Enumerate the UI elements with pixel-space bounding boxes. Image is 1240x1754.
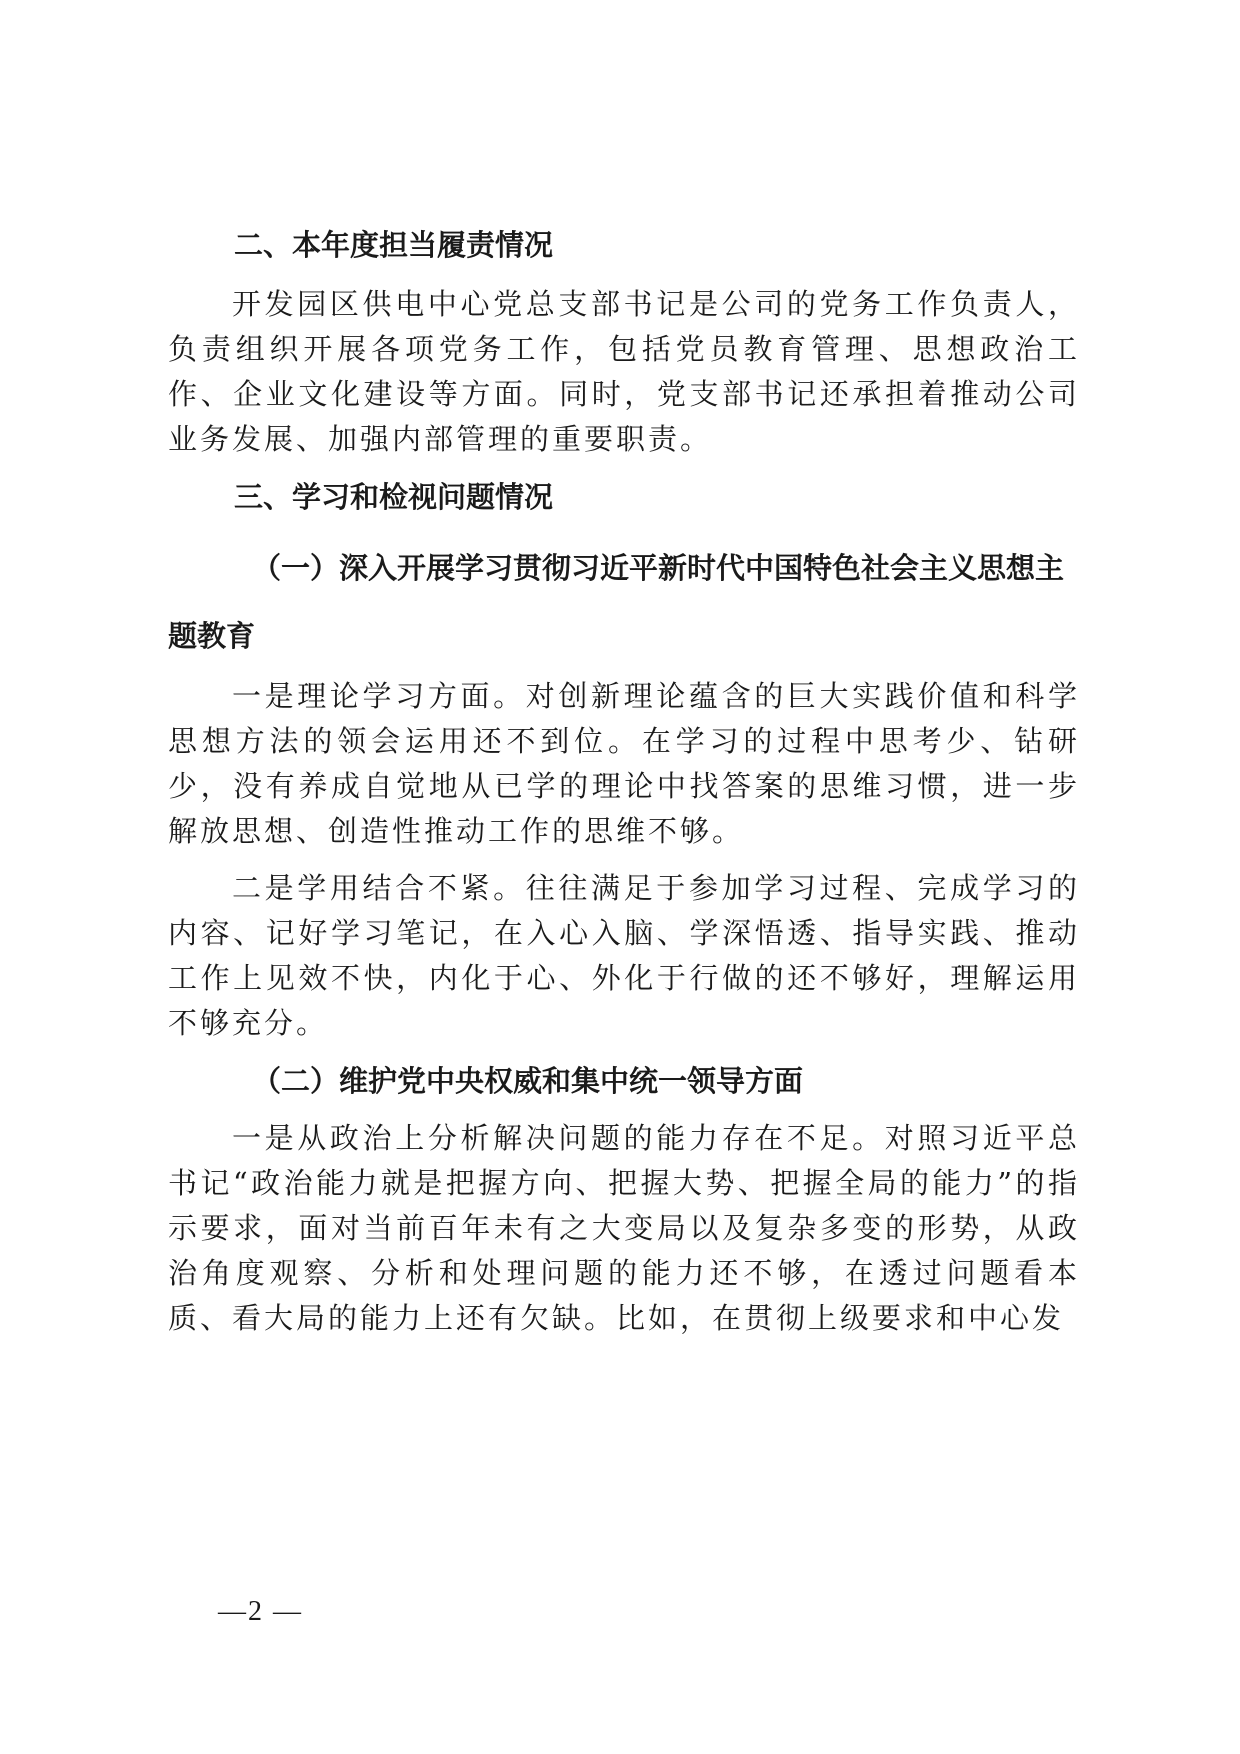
page-number: —2 — — [218, 1596, 303, 1627]
section2-paragraph: 开发园区供电中心党总支部书记是公司的党务工作负责人，负责组织开展各项党务工作，包括党员教育管理、思想政治工作、企业文化建设等方面。同时，党支部书记还承担着推动公司业务发展、加强内部管理的重要职责。 — [168, 287, 1080, 456]
subsection2-heading: （二）维护党中央权威和集中统一领导方面 — [252, 1064, 804, 1098]
section2-heading: 二、本年度担当履责情况 — [234, 228, 554, 262]
subsection1-heading: （一）深入开展学习贯彻习近平新时代中国特色社会主义思想主题教育 — [168, 551, 1065, 653]
subsection1-paragraph-2: 二是学用结合不紧。往往满足于参加学习过程、完成学习的内容、记好学习笔记，在入心入脑、学深悟透、指导实践、推动工作上见效不快，内化于心、外化于行做的还不够好，理解运用不够充分。 — [168, 871, 1080, 1040]
subsection2-paragraph-1: 一是从政治上分析解决问题的能力存在不足。对照习近平总书记“政治能力就是把握方向、把握大势、把握全局的能力”的指示要求，面对当前百年未有之大变局以及复杂多变的形势，从政治角度观察、分析和处理问题的能力还不够，在透过问题看本质、看大局的能力上还有欠缺。比如，在贯彻上级要求和中心发 — [168, 1121, 1080, 1335]
section3-heading: 三、学习和检视问题情况 — [234, 480, 554, 514]
subsection1-paragraph-1: 一是理论学习方面。对创新理论蕴含的巨大实践价值和科学思想方法的领会运用还不到位。在学习的过程中思考少、钻研少，没有养成自觉地从已学的理论中找答案的思维习惯，进一步解放思想、创造性推动工作的思维不够。 — [168, 679, 1080, 848]
document-body — [168, 222, 1080, 1353]
